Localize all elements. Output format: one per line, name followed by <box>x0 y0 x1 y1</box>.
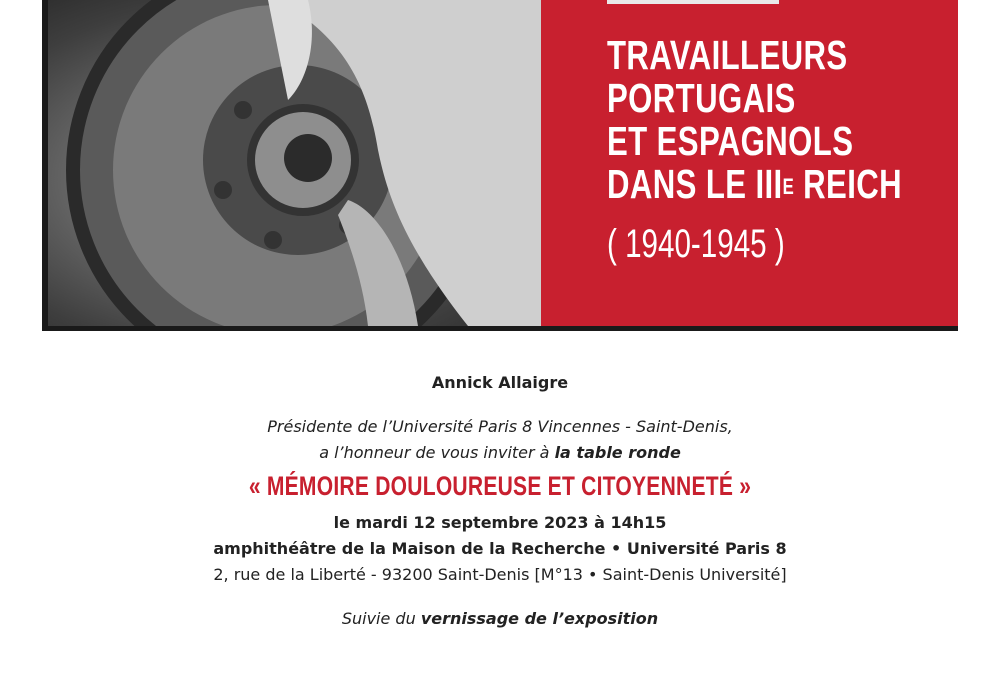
followed-text: Suivie du <box>341 609 421 628</box>
invite-bold: la table ronde <box>554 443 681 462</box>
banner-title-line-3: ET ESPAGNOLS <box>607 118 854 164</box>
banner-title-line-4-prefix: DANS LE III <box>607 161 783 207</box>
invitation-text <box>0 370 1000 632</box>
photo-illustration <box>48 0 541 326</box>
followed-line <box>0 606 1000 632</box>
panel-tab <box>607 0 779 4</box>
invite-text: a l’honneur de vous inviter à <box>319 443 555 462</box>
banner-title-line-4-suffix: REICH <box>794 161 903 207</box>
invite-line <box>0 440 1000 466</box>
banner-title-line-4 <box>607 163 902 206</box>
event-address: 2, rue de la Liberté - 93200 Saint-Denis [M°13 • Saint-Denis Université] <box>213 565 787 584</box>
banner-title <box>607 34 902 206</box>
event-date-time: le mardi 12 septembre 2023 à 14h15 <box>333 513 667 532</box>
banner-dates: ( 1940-1945 ) <box>607 222 785 266</box>
followed-bold: vernissage de l’exposition <box>420 609 659 628</box>
event-venue: amphithéâtre de la Maison de la Recherche • Université Paris 8 <box>213 539 787 558</box>
event-title-line <box>0 466 1000 510</box>
banner-title-line-2: PORTUGAIS <box>607 75 796 121</box>
title-panel <box>541 0 958 326</box>
host-name: Annick Allaigre <box>431 373 569 392</box>
banner-title-line-1: TRAVAILLEURS <box>607 32 848 78</box>
machine-gear-photo <box>48 0 541 326</box>
event-title: « MÉMOIRE DOULOUREUSE ET CITOYENNETÉ » <box>248 471 752 501</box>
banner-title-superscript: E <box>782 174 795 199</box>
banner <box>42 0 958 331</box>
host-role: Présidente de l’Université Paris 8 Vincennes - Saint-Denis, <box>267 417 733 436</box>
